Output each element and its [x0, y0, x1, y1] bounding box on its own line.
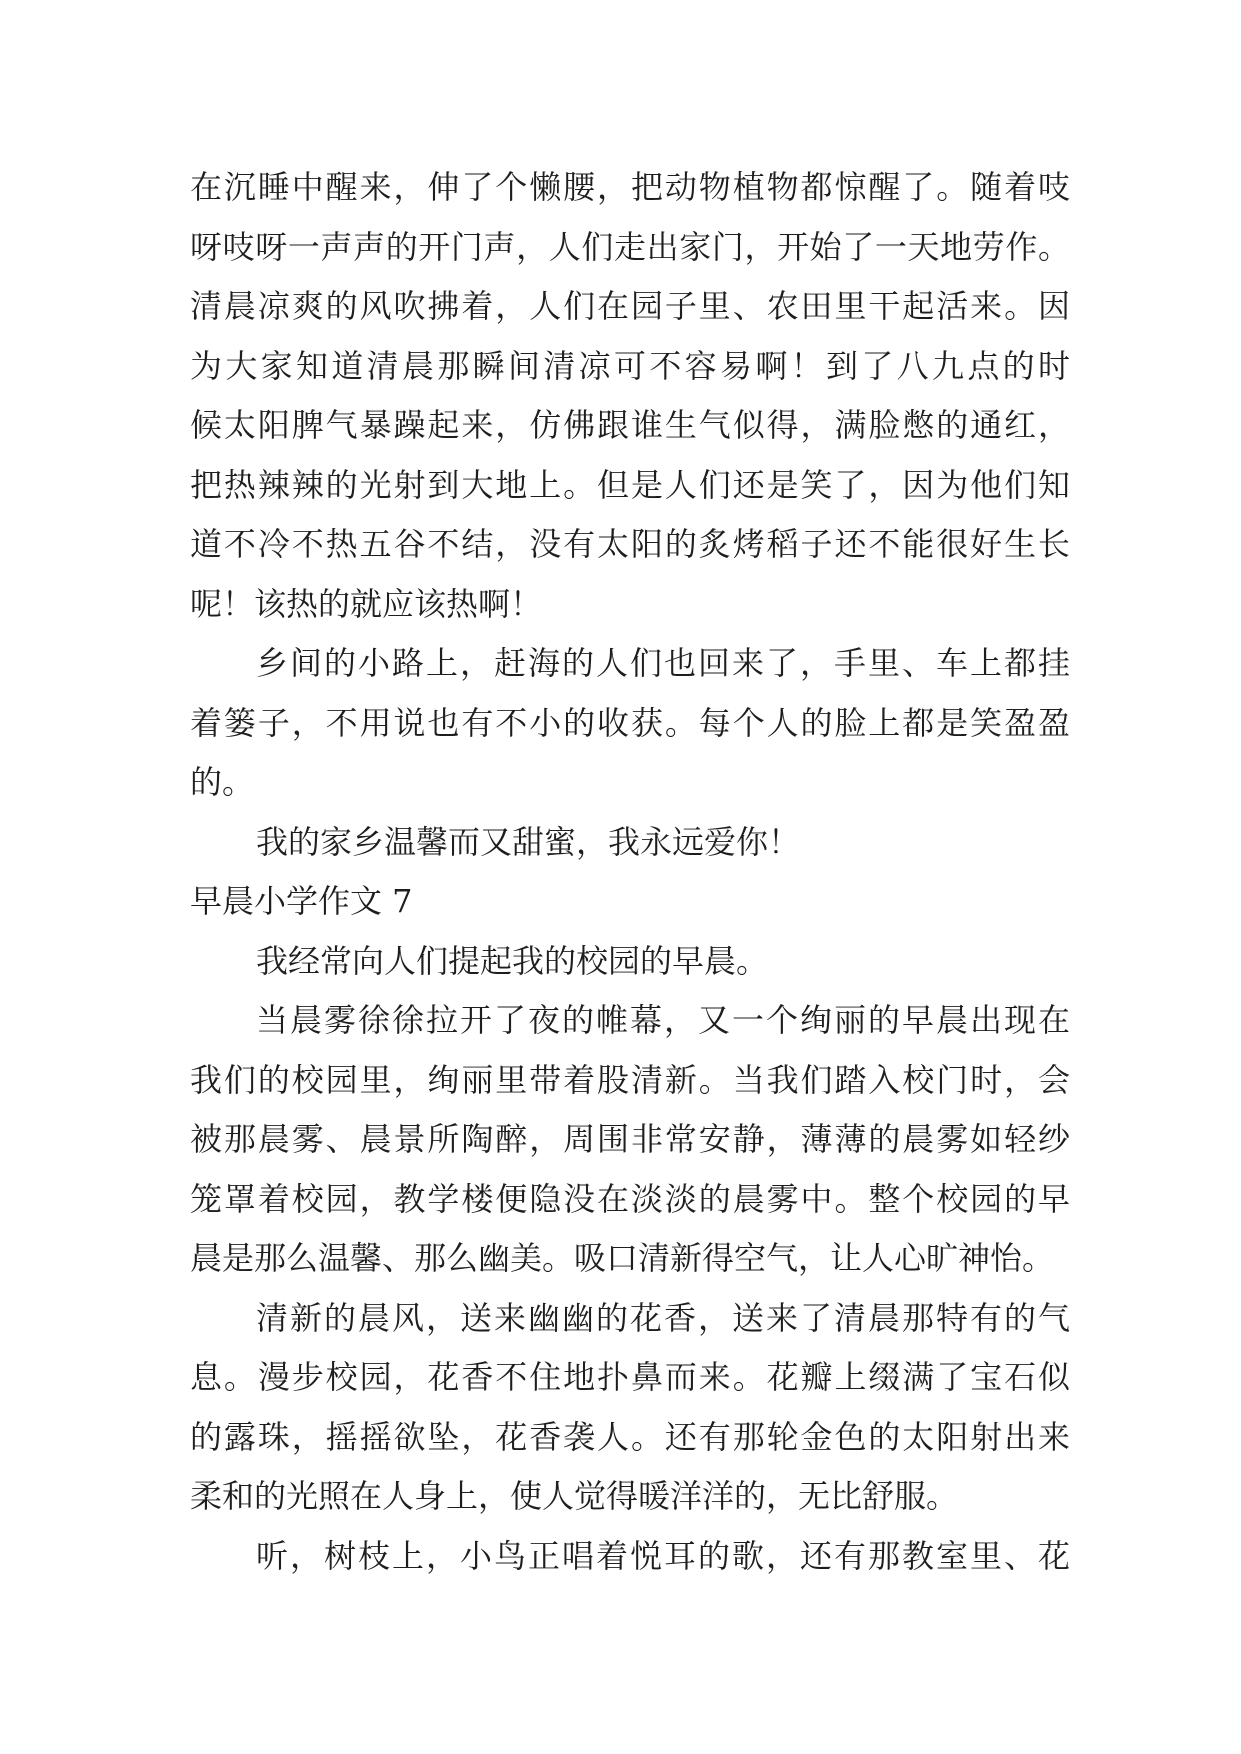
text-line: 道不冷不热五谷不结，没有太阳的炙烤稻子还不能很好生长	[190, 525, 1070, 563]
text-line: 晨是那么温馨、那么幽美。吸口清新得空气，让人心旷神怡。	[190, 1239, 1055, 1277]
text-line: 我们的校园里，绚丽里带着股清新。当我们踏入校门时，会	[190, 1060, 1070, 1099]
text-line: 为大家知道清晨那瞬间清凉可不容易啊！到了八九点的时	[190, 346, 1070, 385]
text-line: 呢！该热的就应该热啊！	[190, 584, 543, 623]
text-line: 我的家乡温馨而又甜蜜，我永远爱你！	[256, 822, 801, 861]
text-line: 在沉睡中醒来，伸了个懒腰，把动物植物都惊醒了。随着吱	[190, 168, 1070, 206]
text-line: 笼罩着校园，教学楼便隐没在淡淡的晨雾中。整个校园的早	[190, 1179, 1070, 1218]
text-line: 把热辣辣的光射到大地上。但是人们还是笑了，因为他们知	[190, 465, 1070, 504]
text-line: 的露珠，摇摇欲坠，花香袭人。还有那轮金色的太阳射出来	[190, 1417, 1070, 1456]
text-line: 乡间的小路上，赶海的人们也回来了，手里、车上都挂	[256, 644, 1070, 682]
text-line: 当晨雾徐徐拉开了夜的帷幕，又一个绚丽的早晨出现在	[256, 1001, 1070, 1039]
text-line: 清晨凉爽的风吹拂着，人们在园子里、农田里干起活来。因	[190, 287, 1070, 325]
section-heading: 早晨小学作文 7	[190, 882, 413, 920]
text-line: 柔和的光照在人身上，使人觉得暖洋洋的，无比舒服。	[190, 1477, 959, 1515]
text-line: 被那晨雾、晨景所陶醉，周围非常安静，薄薄的晨雾如轻纱	[190, 1120, 1070, 1158]
text-line: 候太阳脾气暴躁起来，仿佛跟谁生气似得，满脸憋的通红，	[190, 406, 1070, 444]
text-line: 清新的晨风，送来幽幽的花香，送来了清晨那特有的气	[256, 1298, 1070, 1337]
text-line: 听，树枝上，小鸟正唱着悦耳的歌，还有那教室里、花	[256, 1536, 1070, 1575]
body-text	[190, 158, 1070, 1586]
text-line: 着篓子，不用说也有不小的收获。每个人的脸上都是笑盈盈	[190, 703, 1070, 742]
text-line: 呀吱呀一声声的开门声，人们走出家门，开始了一天地劳作。	[190, 227, 1070, 266]
text-line: 的。	[190, 763, 255, 801]
text-line: 我经常向人们提起我的校园的早晨。	[256, 941, 769, 980]
text-line: 息。漫步校园，花香不住地扑鼻而来。花瓣上缀满了宝石似	[190, 1358, 1070, 1396]
